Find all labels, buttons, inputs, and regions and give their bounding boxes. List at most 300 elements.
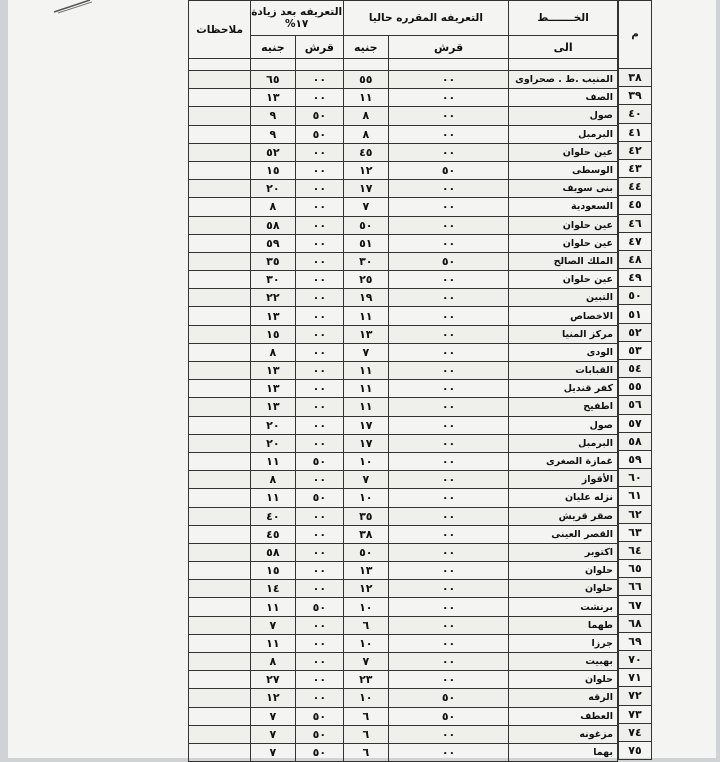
table-row [101, 307, 618, 325]
new-qirsh-cell: ٠٠ [296, 562, 344, 580]
notes-cell [189, 689, 250, 707]
table-row [101, 362, 618, 380]
route-header: الخـــــــط [509, 1, 618, 36]
row-number [619, 250, 652, 268]
table-row [101, 143, 618, 161]
row-number [619, 632, 652, 650]
current-qirsh-cell: ٠٠ [388, 362, 508, 380]
table-row [101, 471, 618, 489]
current-pound-cell: ١٢ [343, 580, 388, 598]
notes-cell [189, 398, 250, 416]
notes-cell [189, 161, 250, 179]
current-qirsh-cell: ٠٠ [388, 452, 508, 470]
new-pound-cell: ٥٢ [250, 143, 295, 161]
current-pound-cell: ٣٥ [343, 507, 388, 525]
current-pound-cell: ١٠ [343, 598, 388, 616]
new-pound-cell: ١١ [250, 489, 295, 507]
table-row [101, 616, 618, 634]
current-qirsh-cell: ٥٠ [388, 707, 508, 725]
current-qirsh-cell: ٠٠ [388, 380, 508, 398]
current-pound-cell: ٥٠ [343, 216, 388, 234]
route-to-cell: السعودية [509, 198, 618, 216]
row-number [619, 741, 652, 759]
route-to-cell: الرقه [509, 689, 618, 707]
route-to-cell: الوسطى [509, 161, 618, 179]
new-qirsh-cell: ٠٠ [296, 271, 344, 289]
new-pound-cell: ٤٠ [250, 507, 295, 525]
new-pound-cell: ٢٢ [250, 289, 295, 307]
notes-cell [189, 416, 250, 434]
new-pound-cell: ١٥ [250, 161, 295, 179]
current-pound-cell: ١١ [343, 89, 388, 107]
route-to-cell: البرمبل [509, 125, 618, 143]
notes-cell [189, 325, 250, 343]
new-qirsh-cell: ٠٠ [296, 471, 344, 489]
new-pound-cell: ٨ [250, 343, 295, 361]
table-row [101, 289, 618, 307]
new-pound-cell: ١١ [250, 598, 295, 616]
row-number [619, 687, 652, 705]
table-row [101, 325, 618, 343]
current-qirsh-cell: ٠٠ [388, 725, 508, 743]
new-qirsh-cell: ٠٠ [296, 234, 344, 252]
table-row [101, 125, 618, 143]
current-qirsh-cell: ٠٠ [388, 180, 508, 198]
new-pound-cell: ٧ [250, 707, 295, 725]
table-row [101, 598, 618, 616]
row-number-cell: ٤٠ [619, 105, 652, 123]
row-number-cell: ٦٤ [619, 541, 652, 559]
new-qirsh-cell: ٠٠ [296, 525, 344, 543]
current-qirsh-cell: ٠٠ [388, 743, 508, 761]
new-qirsh-cell: ٥٠ [296, 452, 344, 470]
current-pound-cell: ١٠ [343, 452, 388, 470]
new-qirsh-cell: ٠٠ [296, 398, 344, 416]
route-to-cell: عين حلوان [509, 234, 618, 252]
notes-cell [189, 180, 250, 198]
current-qirsh-cell: ٠٠ [388, 416, 508, 434]
row-number-cell: ٣٨ [619, 69, 652, 87]
new-qirsh-cell: ٠٠ [296, 653, 344, 671]
notes-cell [189, 543, 250, 561]
table-row [101, 507, 618, 525]
current-qirsh-cell: ٠٠ [388, 434, 508, 452]
table-row [101, 725, 618, 743]
new-pound-cell: ٥٩ [250, 234, 295, 252]
row-number-cell: ٤٤ [619, 178, 652, 196]
row-number [619, 87, 652, 105]
route-to-cell: حلوان [509, 562, 618, 580]
row-number [619, 414, 652, 432]
new-qirsh-cell: ٠٠ [296, 543, 344, 561]
notes-cell [189, 289, 250, 307]
row-number-cell: ٦٨ [619, 614, 652, 632]
new-pound-cell: ٨ [250, 198, 295, 216]
notes-cell [189, 598, 250, 616]
row-number-cell: ٦٧ [619, 596, 652, 614]
row-number [619, 396, 652, 414]
current-qirsh-cell: ٠٠ [388, 325, 508, 343]
new-qirsh-cell: ٥٠ [296, 743, 344, 761]
table-row [101, 452, 618, 470]
new-pound-cell: ٣٥ [250, 252, 295, 270]
current-pound-cell: ٨ [343, 107, 388, 125]
notes-cell [189, 125, 250, 143]
table-row [101, 216, 618, 234]
row-number-cell: ٥٩ [619, 450, 652, 468]
current-pound-cell: ٢٥ [343, 271, 388, 289]
row-number-cell: ٦٢ [619, 505, 652, 523]
route-to-cell: البرمبل [509, 434, 618, 452]
table-row [101, 707, 618, 725]
new-pound-cell: ٨ [250, 471, 295, 489]
current-pound-cell: ٧ [343, 471, 388, 489]
row-number-cell: ٥٨ [619, 432, 652, 450]
route-to-cell: صقر قريش [509, 507, 618, 525]
new-pound-cell: ٢٠ [250, 416, 295, 434]
current-pound-cell: ١٠ [343, 489, 388, 507]
current-qirsh-cell: ٥٠ [388, 689, 508, 707]
row-number [619, 105, 652, 123]
current-pound-cell: ١٢ [343, 161, 388, 179]
new-qirsh-cell: ٠٠ [296, 289, 344, 307]
current-pound-cell: ٦ [343, 707, 388, 725]
row-number-column [618, 0, 652, 760]
notes-cell [189, 434, 250, 452]
table-row [101, 434, 618, 452]
current-pound-cell: ١٧ [343, 416, 388, 434]
new-qirsh-cell: ٠٠ [296, 198, 344, 216]
row-number [619, 69, 652, 87]
notes-cell [189, 562, 250, 580]
new-pound-cell: ٧ [250, 616, 295, 634]
row-number [619, 232, 652, 250]
table-row [101, 71, 618, 89]
current-pound-cell: ٢٣ [343, 671, 388, 689]
current-pound-cell: ٣٠ [343, 252, 388, 270]
row-number-cell: ٧٥ [619, 741, 652, 759]
table-row [101, 161, 618, 179]
new-qirsh-cell: ٥٠ [296, 725, 344, 743]
new-pound-cell: ٩ [250, 107, 295, 125]
new-qirsh-cell: ٠٠ [296, 616, 344, 634]
current-qirsh-cell: ٠٠ [388, 580, 508, 598]
new-pound-cell: ٣٠ [250, 271, 295, 289]
new-pound-cell: ٧ [250, 743, 295, 761]
route-to-cell: القصر العينى [509, 525, 618, 543]
row-number [619, 432, 652, 450]
notes-cell [189, 707, 250, 725]
current-qirsh-cell: ٠٠ [388, 616, 508, 634]
current-qirsh-cell: ٠٠ [388, 525, 508, 543]
pen-mark-icon [52, 0, 92, 14]
row-number [619, 487, 652, 505]
current-pound-cell: ١٩ [343, 289, 388, 307]
new-pound-cell: ٥٨ [250, 543, 295, 561]
table-row [101, 234, 618, 252]
current-pound-cell: ٦ [343, 743, 388, 761]
new-qirsh-cell: ٥٠ [296, 489, 344, 507]
row-number [619, 614, 652, 632]
row-number-cell: ٥٤ [619, 360, 652, 378]
route-to-cell: الصف [509, 89, 618, 107]
row-number-cell: ٤٧ [619, 232, 652, 250]
row-number [619, 669, 652, 687]
new-pound-cell: ١٥ [250, 562, 295, 580]
new-pound-cell: ١٣ [250, 89, 295, 107]
current-pound-header: جنيه [343, 36, 388, 59]
current-qirsh-cell: ٥٠ [388, 161, 508, 179]
table-row [101, 489, 618, 507]
current-pound-cell: ٥١ [343, 234, 388, 252]
row-number-cell: ٥٦ [619, 396, 652, 414]
row-number-cell: ٦٦ [619, 578, 652, 596]
current-qirsh-cell: ٠٠ [388, 489, 508, 507]
new-qirsh-cell: ٠٠ [296, 143, 344, 161]
table-row [101, 562, 618, 580]
row-number-cell: ٧٢ [619, 687, 652, 705]
row-number-cell: ٦٣ [619, 523, 652, 541]
new-qirsh-cell: ٠٠ [296, 325, 344, 343]
current-pound-cell: ١٣ [343, 562, 388, 580]
notes-cell [189, 252, 250, 270]
current-qirsh-cell: ٠٠ [388, 216, 508, 234]
new-qirsh-cell: ٠٠ [296, 671, 344, 689]
route-to-cell: جرزا [509, 634, 618, 652]
new-qirsh-cell: ٠٠ [296, 252, 344, 270]
current-qirsh-cell: ٠٠ [388, 562, 508, 580]
notes-cell [189, 107, 250, 125]
row-number-cell: ٤٩ [619, 269, 652, 287]
new-pound-cell: ١١ [250, 634, 295, 652]
table-row [101, 653, 618, 671]
new-pound-cell: ١١ [250, 452, 295, 470]
new-qirsh-cell: ٠٠ [296, 507, 344, 525]
new-pound-cell: ٦٥ [250, 71, 295, 89]
new-pound-cell: ١٤ [250, 580, 295, 598]
notes-cell [189, 380, 250, 398]
notes-cell [189, 634, 250, 652]
current-pound-cell: ٦ [343, 725, 388, 743]
row-number-cell: ٥٠ [619, 287, 652, 305]
row-number-cell: ٦٩ [619, 632, 652, 650]
current-pound-cell: ١١ [343, 362, 388, 380]
route-to-cell: صول [509, 416, 618, 434]
new-qirsh-cell: ٠٠ [296, 634, 344, 652]
route-to-cell: التبين [509, 289, 618, 307]
row-number [619, 469, 652, 487]
route-to-cell: صول [509, 107, 618, 125]
new-qirsh-cell: ٠٠ [296, 307, 344, 325]
new-qirsh-cell: ٠٠ [296, 161, 344, 179]
row-number [619, 323, 652, 341]
current-qirsh-cell: ٠٠ [388, 653, 508, 671]
route-to-cell: العطف [509, 707, 618, 725]
new-qirsh-cell: ٠٠ [296, 216, 344, 234]
current-pound-cell: ١٠ [343, 689, 388, 707]
route-to-cell: عين حلوان [509, 271, 618, 289]
row-number-cell: ٤١ [619, 123, 652, 141]
table-row [101, 634, 618, 652]
table-row [101, 543, 618, 561]
current-pound-cell: ١١ [343, 398, 388, 416]
row-number [619, 341, 652, 359]
row-number-cell: ٦١ [619, 487, 652, 505]
route-to-cell: مركز المنيا [509, 325, 618, 343]
notes-cell [189, 89, 250, 107]
route-to-cell: غمازة الصغرى [509, 452, 618, 470]
notes-cell [189, 743, 250, 761]
row-number-cell: ٦٥ [619, 560, 652, 578]
row-number [619, 141, 652, 159]
route-to-cell: حلوان [509, 671, 618, 689]
new-qirsh-cell: ٠٠ [296, 362, 344, 380]
notes-cell [189, 143, 250, 161]
notes-cell [189, 198, 250, 216]
increased-fare-header: التعريفه بعد زيادة ١٧% [250, 1, 343, 36]
new-pound-cell: ٨ [250, 653, 295, 671]
table-row [101, 180, 618, 198]
new-qirsh-cell: ٠٠ [296, 380, 344, 398]
current-qirsh-cell: ٠٠ [388, 307, 508, 325]
current-qirsh-header: قرش [388, 36, 508, 59]
new-qirsh-cell: ٠٠ [296, 689, 344, 707]
route-to-cell: الأقواز [509, 471, 618, 489]
notes-cell [189, 343, 250, 361]
row-number [619, 196, 652, 214]
route-to-cell: طهما [509, 616, 618, 634]
row-number [619, 450, 652, 468]
new-qirsh-header: قرش [296, 36, 344, 59]
num-header: م [619, 1, 652, 69]
notes-cell [189, 234, 250, 252]
new-pound-cell: ١٢ [250, 689, 295, 707]
current-qirsh-cell: ٠٠ [388, 234, 508, 252]
row-number [619, 541, 652, 559]
row-number-cell: ٣٩ [619, 87, 652, 105]
notes-cell [189, 671, 250, 689]
current-qirsh-cell: ٠٠ [388, 507, 508, 525]
notes-cell [189, 471, 250, 489]
current-pound-cell: ٨ [343, 125, 388, 143]
notes-cell [189, 71, 250, 89]
current-pound-cell: ٧ [343, 198, 388, 216]
current-qirsh-cell: ٥٠ [388, 252, 508, 270]
row-number-cell: ٥٢ [619, 323, 652, 341]
new-pound-cell: ٤٥ [250, 525, 295, 543]
row-number [619, 523, 652, 541]
row-number-cell: ٧٠ [619, 651, 652, 669]
new-pound-header: جنيه [250, 36, 295, 59]
current-qirsh-cell: ٠٠ [388, 71, 508, 89]
table-row [101, 689, 618, 707]
notes-cell [189, 525, 250, 543]
route-to-cell: اطفيح [509, 398, 618, 416]
route-to-cell: بهما [509, 743, 618, 761]
row-number-cell: ٥٥ [619, 378, 652, 396]
row-number-cell: ٧٤ [619, 723, 652, 741]
new-pound-cell: ٥٨ [250, 216, 295, 234]
new-pound-cell: ١٣ [250, 380, 295, 398]
current-pound-cell: ١٣ [343, 325, 388, 343]
current-pound-cell: ٥٠ [343, 543, 388, 561]
row-number [619, 596, 652, 614]
new-qirsh-cell: ٥٠ [296, 107, 344, 125]
current-qirsh-cell: ٠٠ [388, 343, 508, 361]
new-qirsh-cell: ٥٠ [296, 707, 344, 725]
current-qirsh-cell: ٠٠ [388, 598, 508, 616]
route-to-cell: برنشت [509, 598, 618, 616]
row-number-cell: ٥٣ [619, 341, 652, 359]
table-row [101, 580, 618, 598]
notes-cell [189, 452, 250, 470]
row-number [619, 705, 652, 723]
route-to-cell: مزغونه [509, 725, 618, 743]
new-qirsh-cell: ٠٠ [296, 343, 344, 361]
notes-cell [189, 489, 250, 507]
current-qirsh-cell: ٠٠ [388, 634, 508, 652]
new-qirsh-cell: ٠٠ [296, 71, 344, 89]
new-pound-cell: ١٣ [250, 307, 295, 325]
row-number [619, 269, 652, 287]
route-to-cell: الودى [509, 343, 618, 361]
row-number-cell: ٤٣ [619, 159, 652, 177]
table-row [101, 525, 618, 543]
current-pound-cell: ٦ [343, 616, 388, 634]
route-to-cell: حلوان [509, 580, 618, 598]
current-qirsh-cell: ٠٠ [388, 107, 508, 125]
row-number [619, 505, 652, 523]
notes-cell [189, 616, 250, 634]
notes-cell [189, 307, 250, 325]
current-qirsh-cell: ٠٠ [388, 471, 508, 489]
row-number [619, 723, 652, 741]
notes-cell [189, 580, 250, 598]
new-qirsh-cell: ٠٠ [296, 434, 344, 452]
route-to-cell: بنى سويف [509, 180, 618, 198]
new-qirsh-cell: ٠٠ [296, 416, 344, 434]
route-to-cell: المنيب .ط . صحراوى [509, 71, 618, 89]
table-row [101, 416, 618, 434]
row-number-cell: ٤٦ [619, 214, 652, 232]
route-to-cell: الملك الصالح [509, 252, 618, 270]
new-pound-cell: ٧ [250, 725, 295, 743]
route-to-cell: عين حلوان [509, 216, 618, 234]
new-pound-cell: ١٣ [250, 362, 295, 380]
row-number-cell: ٥١ [619, 305, 652, 323]
new-pound-cell: ٢٠ [250, 434, 295, 452]
row-number [619, 560, 652, 578]
table-row [101, 252, 618, 270]
current-pound-cell: ١٠ [343, 634, 388, 652]
row-number [619, 178, 652, 196]
row-number [619, 214, 652, 232]
new-qirsh-cell: ٥٠ [296, 125, 344, 143]
current-qirsh-cell: ٠٠ [388, 671, 508, 689]
row-number-cell: ٤٢ [619, 141, 652, 159]
new-pound-cell: ٩ [250, 125, 295, 143]
table-row [101, 380, 618, 398]
route-to-cell: القبابات [509, 362, 618, 380]
table-row [101, 107, 618, 125]
notes-cell [189, 507, 250, 525]
new-pound-cell: ١٥ [250, 325, 295, 343]
table-row [101, 198, 618, 216]
current-pound-cell: ٣٨ [343, 525, 388, 543]
fare-table [100, 0, 618, 762]
current-qirsh-cell: ٠٠ [388, 89, 508, 107]
table-row [101, 343, 618, 361]
